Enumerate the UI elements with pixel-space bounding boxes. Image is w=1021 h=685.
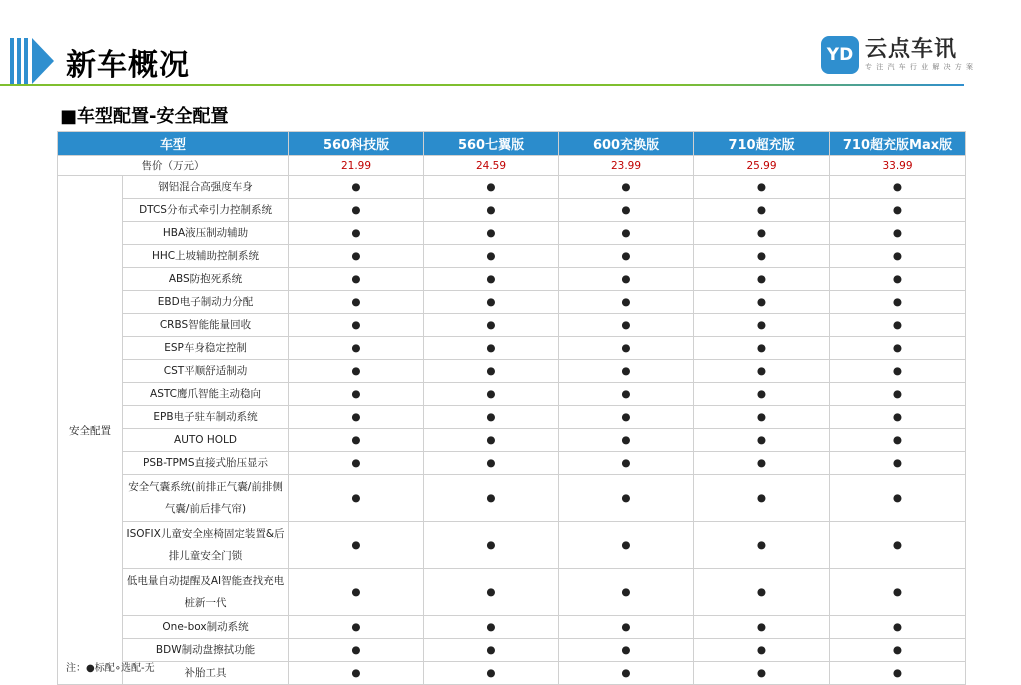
price-cell: 33.99 xyxy=(830,156,966,176)
logo-tagline: 专 注 汽 车 行 业 解 决 方 案 xyxy=(865,63,975,71)
standard-mark: ● xyxy=(424,569,559,616)
feature-label: 低电量自动提醒及AI智能查找充电桩新一代 xyxy=(123,569,289,616)
feature-label: ABS防抱死系统 xyxy=(123,268,289,291)
price-label: 售价（万元） xyxy=(58,156,289,176)
standard-mark: ● xyxy=(424,337,559,360)
standard-mark: ● xyxy=(694,199,830,222)
header-accent-bars xyxy=(10,38,28,84)
standard-mark: ● xyxy=(559,314,694,337)
standard-mark: ● xyxy=(830,314,966,337)
table-row xyxy=(58,662,966,685)
table-row xyxy=(58,176,966,199)
feature-label: ISOFIX儿童安全座椅固定装置&后排儿童安全门锁 xyxy=(123,522,289,569)
standard-mark: ● xyxy=(559,222,694,245)
group-label: 安全配置 xyxy=(58,176,123,685)
standard-mark: ● xyxy=(830,291,966,314)
page-title: 新车概况 xyxy=(66,48,190,83)
feature-label: PSB-TPMS直接式胎压显示 xyxy=(123,452,289,475)
standard-mark: ● xyxy=(830,639,966,662)
standard-mark: ● xyxy=(559,268,694,291)
column-header: 710超充版 xyxy=(694,132,830,156)
standard-mark: ● xyxy=(424,616,559,639)
standard-mark: ● xyxy=(289,337,424,360)
standard-mark: ● xyxy=(830,360,966,383)
standard-mark: ● xyxy=(830,222,966,245)
standard-mark: ● xyxy=(559,639,694,662)
feature-label: 钢铝混合高强度车身 xyxy=(123,176,289,199)
table-row xyxy=(58,639,966,662)
feature-label: HBA液压制动辅助 xyxy=(123,222,289,245)
feature-label: ESP车身稳定控制 xyxy=(123,337,289,360)
table-row xyxy=(58,452,966,475)
standard-mark: ● xyxy=(424,245,559,268)
table-row xyxy=(58,222,966,245)
standard-mark: ● xyxy=(289,360,424,383)
brand-logo xyxy=(821,36,974,74)
column-header: 600充换版 xyxy=(559,132,694,156)
standard-mark: ● xyxy=(559,383,694,406)
standard-mark: ● xyxy=(694,452,830,475)
standard-mark: ● xyxy=(559,662,694,685)
standard-mark: ● xyxy=(559,452,694,475)
standard-mark: ● xyxy=(424,639,559,662)
feature-label: One-box制动系统 xyxy=(123,616,289,639)
standard-mark: ● xyxy=(289,199,424,222)
standard-mark: ● xyxy=(559,406,694,429)
price-cell: 24.59 xyxy=(424,156,559,176)
logo-mark-icon: YD xyxy=(821,36,859,74)
footnote: 注：●标配∘选配-无 xyxy=(66,663,155,674)
feature-label: DTCS分布式牵引力控制系统 xyxy=(123,199,289,222)
standard-mark: ● xyxy=(694,616,830,639)
standard-mark: ● xyxy=(289,291,424,314)
column-header: 560七翼版 xyxy=(424,132,559,156)
standard-mark: ● xyxy=(559,245,694,268)
standard-mark: ● xyxy=(559,569,694,616)
standard-mark: ● xyxy=(694,176,830,199)
feature-label: ASTC鹰爪智能主动稳向 xyxy=(123,383,289,406)
table-row xyxy=(58,429,966,452)
standard-mark: ● xyxy=(830,268,966,291)
standard-mark: ● xyxy=(424,291,559,314)
standard-mark: ● xyxy=(830,522,966,569)
price-cell: 25.99 xyxy=(694,156,830,176)
standard-mark: ● xyxy=(830,475,966,522)
standard-mark: ● xyxy=(830,662,966,685)
standard-mark: ● xyxy=(289,268,424,291)
standard-mark: ● xyxy=(424,176,559,199)
standard-mark: ● xyxy=(694,245,830,268)
table-row xyxy=(58,616,966,639)
table-row xyxy=(58,360,966,383)
table-row xyxy=(58,245,966,268)
table-row xyxy=(58,569,966,616)
standard-mark: ● xyxy=(694,475,830,522)
table-row xyxy=(58,314,966,337)
standard-mark: ● xyxy=(424,522,559,569)
standard-mark: ● xyxy=(289,222,424,245)
standard-mark: ● xyxy=(559,199,694,222)
standard-mark: ● xyxy=(289,616,424,639)
standard-mark: ● xyxy=(830,452,966,475)
standard-mark: ● xyxy=(694,406,830,429)
standard-mark: ● xyxy=(694,360,830,383)
standard-mark: ● xyxy=(289,639,424,662)
standard-mark: ● xyxy=(559,429,694,452)
standard-mark: ● xyxy=(424,314,559,337)
standard-mark: ● xyxy=(424,452,559,475)
column-header: 560科技版 xyxy=(289,132,424,156)
standard-mark: ● xyxy=(559,616,694,639)
header-divider xyxy=(0,84,964,86)
table-row xyxy=(58,383,966,406)
standard-mark: ● xyxy=(830,383,966,406)
standard-mark: ● xyxy=(830,337,966,360)
standard-mark: ● xyxy=(289,429,424,452)
logo-name: 云点车讯 xyxy=(865,37,958,62)
standard-mark: ● xyxy=(559,176,694,199)
feature-label: AUTO HOLD xyxy=(123,429,289,452)
standard-mark: ● xyxy=(424,199,559,222)
standard-mark: ● xyxy=(424,383,559,406)
standard-mark: ● xyxy=(289,569,424,616)
table-row xyxy=(58,475,966,522)
standard-mark: ● xyxy=(424,406,559,429)
section-title: ■车型配置-安全配置 xyxy=(60,106,229,127)
feature-label: EPB电子驻车制动系统 xyxy=(123,406,289,429)
standard-mark: ● xyxy=(830,176,966,199)
standard-mark: ● xyxy=(694,268,830,291)
feature-label: BDW制动盘擦拭功能 xyxy=(123,639,289,662)
standard-mark: ● xyxy=(289,475,424,522)
table-row xyxy=(58,337,966,360)
feature-label: 补胎工具 xyxy=(123,662,289,685)
standard-mark: ● xyxy=(830,569,966,616)
column-header: 710超充版Max版 xyxy=(830,132,966,156)
price-cell: 23.99 xyxy=(559,156,694,176)
standard-mark: ● xyxy=(559,522,694,569)
table-row xyxy=(58,268,966,291)
standard-mark: ● xyxy=(289,176,424,199)
standard-mark: ● xyxy=(694,291,830,314)
standard-mark: ● xyxy=(830,199,966,222)
standard-mark: ● xyxy=(830,616,966,639)
feature-label: 安全气囊系统(前排正气囊/前排侧气囊/前后排气帘) xyxy=(123,475,289,522)
price-row xyxy=(58,156,966,176)
standard-mark: ● xyxy=(289,383,424,406)
standard-mark: ● xyxy=(694,383,830,406)
standard-mark: ● xyxy=(289,452,424,475)
standard-mark: ● xyxy=(289,245,424,268)
standard-mark: ● xyxy=(289,662,424,685)
standard-mark: ● xyxy=(559,291,694,314)
price-cell: 21.99 xyxy=(289,156,424,176)
standard-mark: ● xyxy=(559,475,694,522)
standard-mark: ● xyxy=(424,662,559,685)
table-row xyxy=(58,522,966,569)
standard-mark: ● xyxy=(424,475,559,522)
standard-mark: ● xyxy=(694,222,830,245)
standard-mark: ● xyxy=(830,429,966,452)
table-row xyxy=(58,406,966,429)
standard-mark: ● xyxy=(424,360,559,383)
feature-label: HHC上坡辅助控制系统 xyxy=(123,245,289,268)
standard-mark: ● xyxy=(694,569,830,616)
feature-label: CRBS智能能量回收 xyxy=(123,314,289,337)
feature-label: EBD电子制动力分配 xyxy=(123,291,289,314)
safety-config-table xyxy=(57,131,966,685)
standard-mark: ● xyxy=(694,429,830,452)
standard-mark: ● xyxy=(424,222,559,245)
standard-mark: ● xyxy=(694,662,830,685)
table-header-row xyxy=(58,132,966,156)
standard-mark: ● xyxy=(289,522,424,569)
standard-mark: ● xyxy=(694,337,830,360)
table-row xyxy=(58,199,966,222)
table-row xyxy=(58,291,966,314)
standard-mark: ● xyxy=(289,314,424,337)
feature-label: CST平顺舒适制动 xyxy=(123,360,289,383)
standard-mark: ● xyxy=(424,268,559,291)
standard-mark: ● xyxy=(830,245,966,268)
corner-header: 车型 xyxy=(58,132,289,156)
standard-mark: ● xyxy=(559,337,694,360)
standard-mark: ● xyxy=(559,360,694,383)
standard-mark: ● xyxy=(289,406,424,429)
standard-mark: ● xyxy=(830,406,966,429)
standard-mark: ● xyxy=(694,314,830,337)
standard-mark: ● xyxy=(694,639,830,662)
standard-mark: ● xyxy=(424,429,559,452)
header-arrow-icon xyxy=(32,38,54,84)
standard-mark: ● xyxy=(694,522,830,569)
